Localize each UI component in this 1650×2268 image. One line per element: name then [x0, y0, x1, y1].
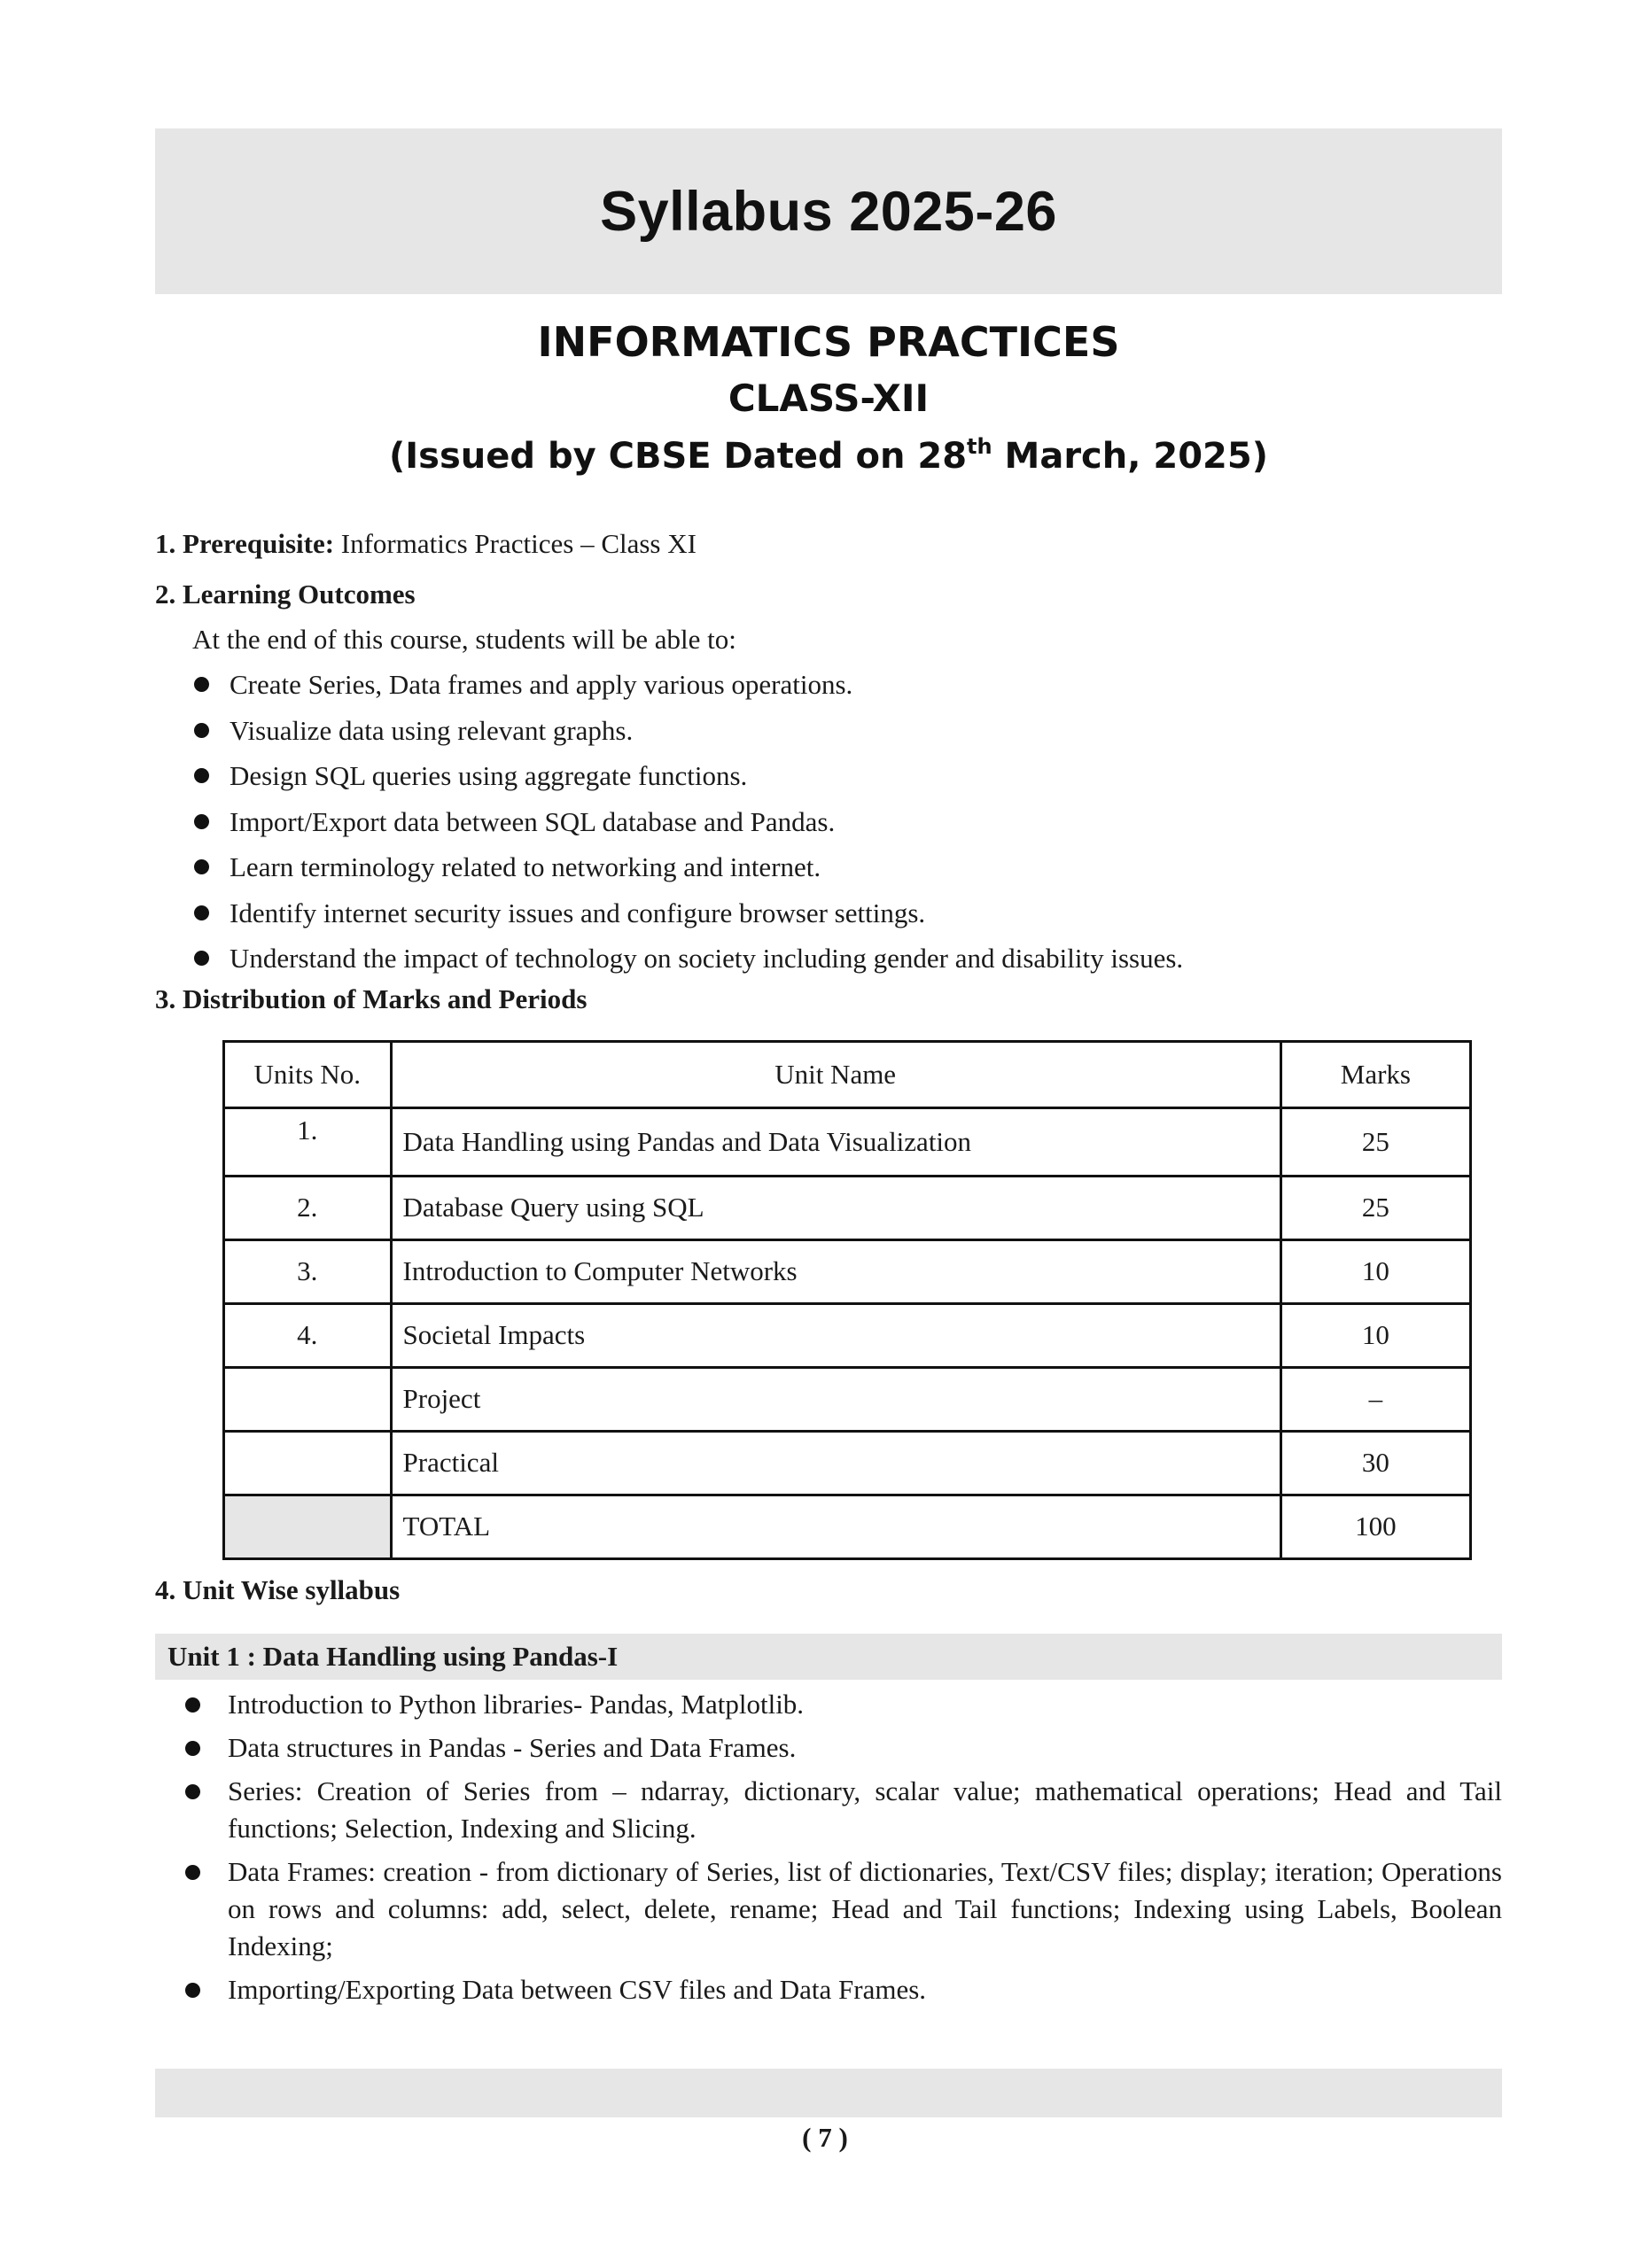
prerequisite-label: 1. Prerequisite: — [155, 528, 335, 559]
page-number: ( 7 ) — [802, 2122, 848, 2153]
unit-no: 1. — [224, 1107, 392, 1176]
unit-wise-heading: 4. Unit Wise syllabus — [155, 1573, 401, 1605]
unit-marks: 10 — [1280, 1239, 1470, 1303]
subject-header — [155, 314, 1502, 485]
table-row — [224, 1303, 1471, 1367]
unit-name: Introduction to Computer Networks — [391, 1239, 1280, 1303]
syllabus-banner — [155, 128, 1502, 294]
issued-superscript: th — [967, 434, 992, 459]
header-units-no: Units No. — [224, 1041, 392, 1107]
bullet-icon — [194, 677, 209, 692]
unit-name: Database Query using SQL — [391, 1176, 1280, 1239]
bullet-icon — [185, 1983, 200, 1998]
bullet-icon — [194, 768, 209, 783]
footer-bar — [155, 2069, 1502, 2117]
unit1-title: Unit 1 : Data Handling using Pandas-I — [155, 1634, 1502, 1680]
unit-name: Practical — [391, 1431, 1280, 1495]
unit-marks: 100 — [1280, 1495, 1470, 1558]
list-item: Importing/Exporting Data between CSV files and Data Frames. — [183, 1971, 1502, 2008]
list-item: Introduction to Python libraries- Pandas, Matplotlib. — [183, 1686, 1502, 1723]
issued-prefix: (Issued by CBSE Dated on 28 — [389, 436, 968, 477]
list-item: Learn terminology related to networking and internet. — [192, 844, 1502, 890]
list-item: Visualize data using relevant graphs. — [192, 708, 1502, 754]
class-name: CLASS-XII — [728, 377, 930, 420]
bullet-icon — [194, 859, 209, 874]
unit-marks: 25 — [1280, 1176, 1470, 1239]
marks-table — [222, 1040, 1472, 1560]
subject-name: INFORMATICS PRACTICES — [537, 318, 1120, 366]
unit1-topics-list — [155, 1686, 1502, 2008]
table-total-row — [224, 1495, 1471, 1558]
distribution-heading: 3. Distribution of Marks and Periods — [155, 983, 588, 1014]
learning-outcomes-list — [155, 662, 1502, 982]
bullet-icon — [185, 1865, 200, 1880]
unit-no — [224, 1495, 392, 1558]
unit-no: 2. — [224, 1176, 392, 1239]
issued-suffix: March, 2025) — [992, 436, 1268, 477]
unit-no: 3. — [224, 1239, 392, 1303]
unit-name: Data Handling using Pandas and Data Visualization — [391, 1107, 1280, 1176]
unit-name: Project — [391, 1367, 1280, 1431]
learning-outcomes-heading: 2. Learning Outcomes — [155, 579, 416, 610]
list-item: Series: Creation of Series from – ndarray, dictionary, scalar value; mathematical operations; Head and Tail functions; Selection, Indexing and Slicing. — [183, 1773, 1502, 1847]
unit-name: TOTAL — [391, 1495, 1280, 1558]
list-item: Understand the impact of technology on society including gender and disability issues. — [192, 936, 1502, 982]
learning-outcomes-intro: At the end of this course, students will be able to: — [192, 624, 736, 655]
bullet-icon — [185, 1784, 200, 1799]
table-row — [224, 1431, 1471, 1495]
bullet-icon — [185, 1697, 200, 1713]
prerequisite-text: Informatics Practices – Class XI — [334, 528, 697, 559]
bullet-icon — [194, 814, 209, 829]
list-item: Import/Export data between SQL database and Pandas. — [192, 799, 1502, 845]
unit-no — [224, 1431, 392, 1495]
list-item: Data structures in Pandas - Series and Data Frames. — [183, 1729, 1502, 1767]
table-row — [224, 1367, 1471, 1431]
header-unit-name: Unit Name — [391, 1041, 1280, 1107]
bullet-icon — [185, 1741, 200, 1756]
table-row — [224, 1176, 1471, 1239]
unit-marks: 10 — [1280, 1303, 1470, 1367]
list-item: Data Frames: creation - from dictionary of Series, list of dictionaries, Text/CSV files; display; iteration; Operations on rows and columns: add, select, delete, rename; Head and Tail functions; Indexing using Labels, Boolean Indexing; — [183, 1853, 1502, 1965]
header-marks: Marks — [1280, 1041, 1470, 1107]
unit-marks: 30 — [1280, 1431, 1470, 1495]
unit-no — [224, 1367, 392, 1431]
unit-marks: 25 — [1280, 1107, 1470, 1176]
unit-marks: – — [1280, 1367, 1470, 1431]
page-content — [155, 128, 1502, 2008]
list-item: Design SQL queries using aggregate functions. — [192, 753, 1502, 799]
unit-no: 4. — [224, 1303, 392, 1367]
issued-note — [155, 427, 1502, 485]
list-item: Identify internet security issues and configure browser settings. — [192, 890, 1502, 936]
bullet-icon — [194, 723, 209, 738]
prerequisite — [155, 521, 1502, 566]
banner-title: Syllabus 2025-26 — [600, 180, 1057, 243]
list-item: Create Series, Data frames and apply various operations. — [192, 662, 1502, 708]
table-row — [224, 1107, 1471, 1176]
table-row — [224, 1239, 1471, 1303]
bullet-icon — [194, 905, 209, 920]
bullet-icon — [194, 951, 209, 966]
table-header-row — [224, 1041, 1471, 1107]
unit-name: Societal Impacts — [391, 1303, 1280, 1367]
